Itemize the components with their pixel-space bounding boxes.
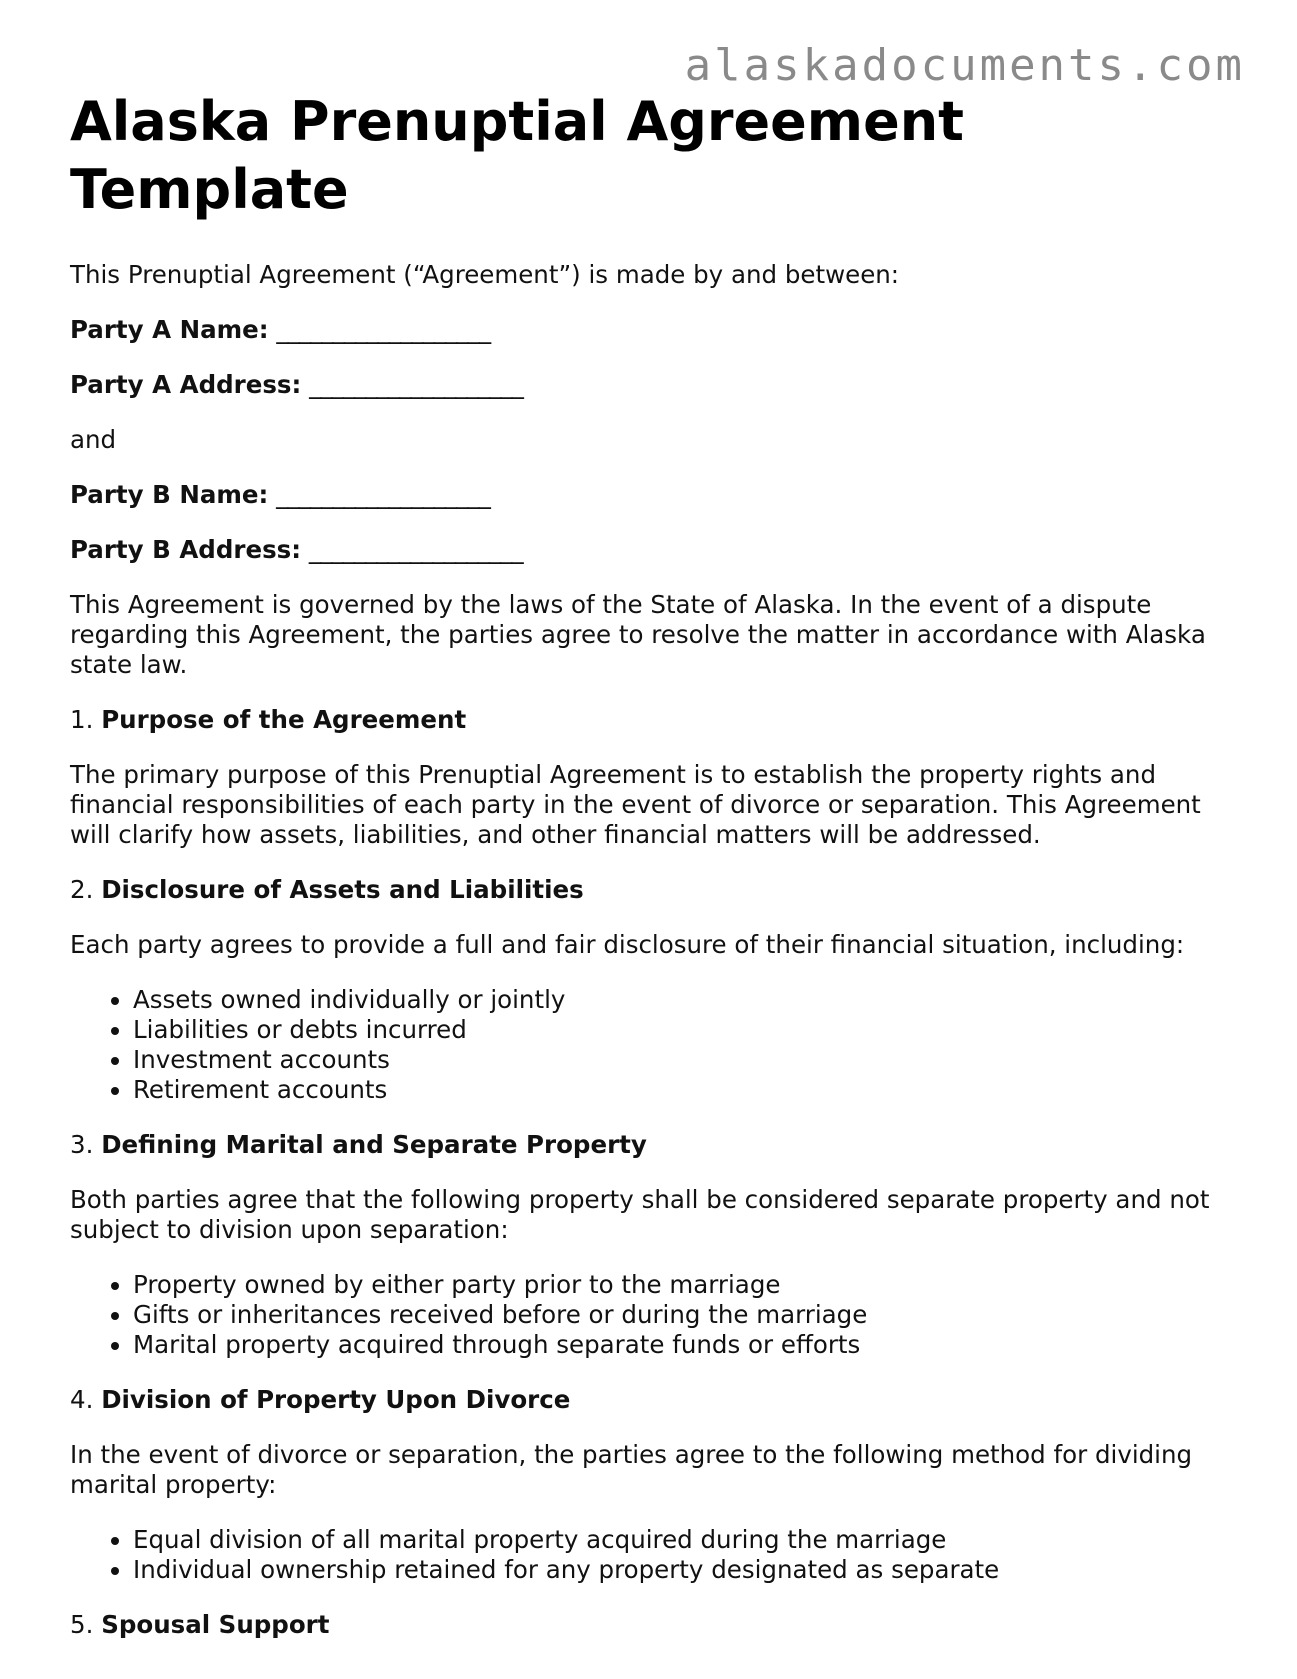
- section-number: 4.: [70, 1385, 94, 1414]
- section-heading: [70, 1610, 1240, 1640]
- party-b-address-field[interactable]: [70, 535, 1240, 565]
- list-item: • Property owned by either party prior to the marriage: [133, 1270, 1240, 1300]
- field-label: Party A Address:: [70, 370, 302, 399]
- field-label: Party A Name:: [70, 315, 269, 344]
- section-heading: [70, 705, 1240, 735]
- section-number: 2.: [70, 875, 94, 904]
- party-a-address-field[interactable]: [70, 370, 1240, 400]
- bullet-list: [70, 985, 1240, 1105]
- section-number: 3.: [70, 1130, 94, 1159]
- field-label: Party B Address:: [70, 535, 302, 564]
- list-item: • Investment accounts: [133, 1045, 1240, 1075]
- field-blank[interactable]: ___________________: [276, 480, 490, 509]
- section-title: Spousal Support: [101, 1610, 330, 1639]
- list-item: • Equal division of all marital property acquired during the marriage: [133, 1525, 1240, 1555]
- conjunction-text: and: [70, 425, 117, 454]
- section-title: Division of Property Upon Divorce: [101, 1385, 571, 1414]
- field-label: Party B Name:: [70, 480, 269, 509]
- section-heading: [70, 875, 1240, 905]
- section-body: In the event of divorce or separation, the parties agree to the following method for dividing marital property:: [70, 1440, 1193, 1499]
- document-title: Alaska Prenuptial Agreement Template: [70, 90, 964, 221]
- site-watermark: alaskadocuments.com: [684, 40, 1245, 91]
- field-blank[interactable]: ___________________: [308, 535, 523, 564]
- list-item: • Marital property acquired through separate funds or efforts: [133, 1330, 1240, 1360]
- field-blank[interactable]: ___________________: [309, 370, 523, 399]
- list-item: • Individual ownership retained for any property designated as separate: [133, 1555, 1240, 1585]
- governing-law-paragraph: This Agreement is governed by the laws of the State of Alaska. In the event of a dispute regarding this Agreement, the parties agree to resolve the matter in accordance with Alaska state law.: [70, 590, 1206, 679]
- section-number: 1.: [70, 705, 94, 734]
- document-page: [70, 88, 1240, 1665]
- section-number: 5.: [70, 1610, 94, 1639]
- section-title: Defining Marital and Separate Property: [101, 1130, 647, 1159]
- section-title: Disclosure of Assets and Liabilities: [101, 875, 584, 904]
- list-item: • Retirement accounts: [133, 1075, 1240, 1105]
- list-item: • Liabilities or debts incurred: [133, 1015, 1240, 1045]
- section-title: Purpose of the Agreement: [101, 705, 467, 734]
- section-body: Both parties agree that the following property shall be considered separate property and not subject to division upon separation:: [70, 1185, 1210, 1244]
- intro-paragraph: This Prenuptial Agreement (“Agreement”) is made by and between:: [70, 260, 900, 289]
- list-item: • Gifts or inheritances received before or during the marriage: [133, 1300, 1240, 1330]
- bullet-list: [70, 1525, 1240, 1585]
- list-item: • Assets owned individually or jointly: [133, 985, 1240, 1015]
- section-body: The primary purpose of this Prenuptial Agreement is to establish the property rights and financial responsibilities of each party in the event of divorce or separation. This Agreement will clarify how assets, liabilities, and other financial matters will be addressed.: [70, 760, 1201, 849]
- section-heading: [70, 1385, 1240, 1415]
- bullet-list: [70, 1270, 1240, 1360]
- section-heading: [70, 1130, 1240, 1160]
- section-body: Each party agrees to provide a full and fair disclosure of their financial situation, including:: [70, 930, 1185, 959]
- party-b-name-field[interactable]: [70, 480, 1240, 510]
- party-a-name-field[interactable]: [70, 315, 1240, 345]
- field-blank[interactable]: ___________________: [276, 315, 491, 344]
